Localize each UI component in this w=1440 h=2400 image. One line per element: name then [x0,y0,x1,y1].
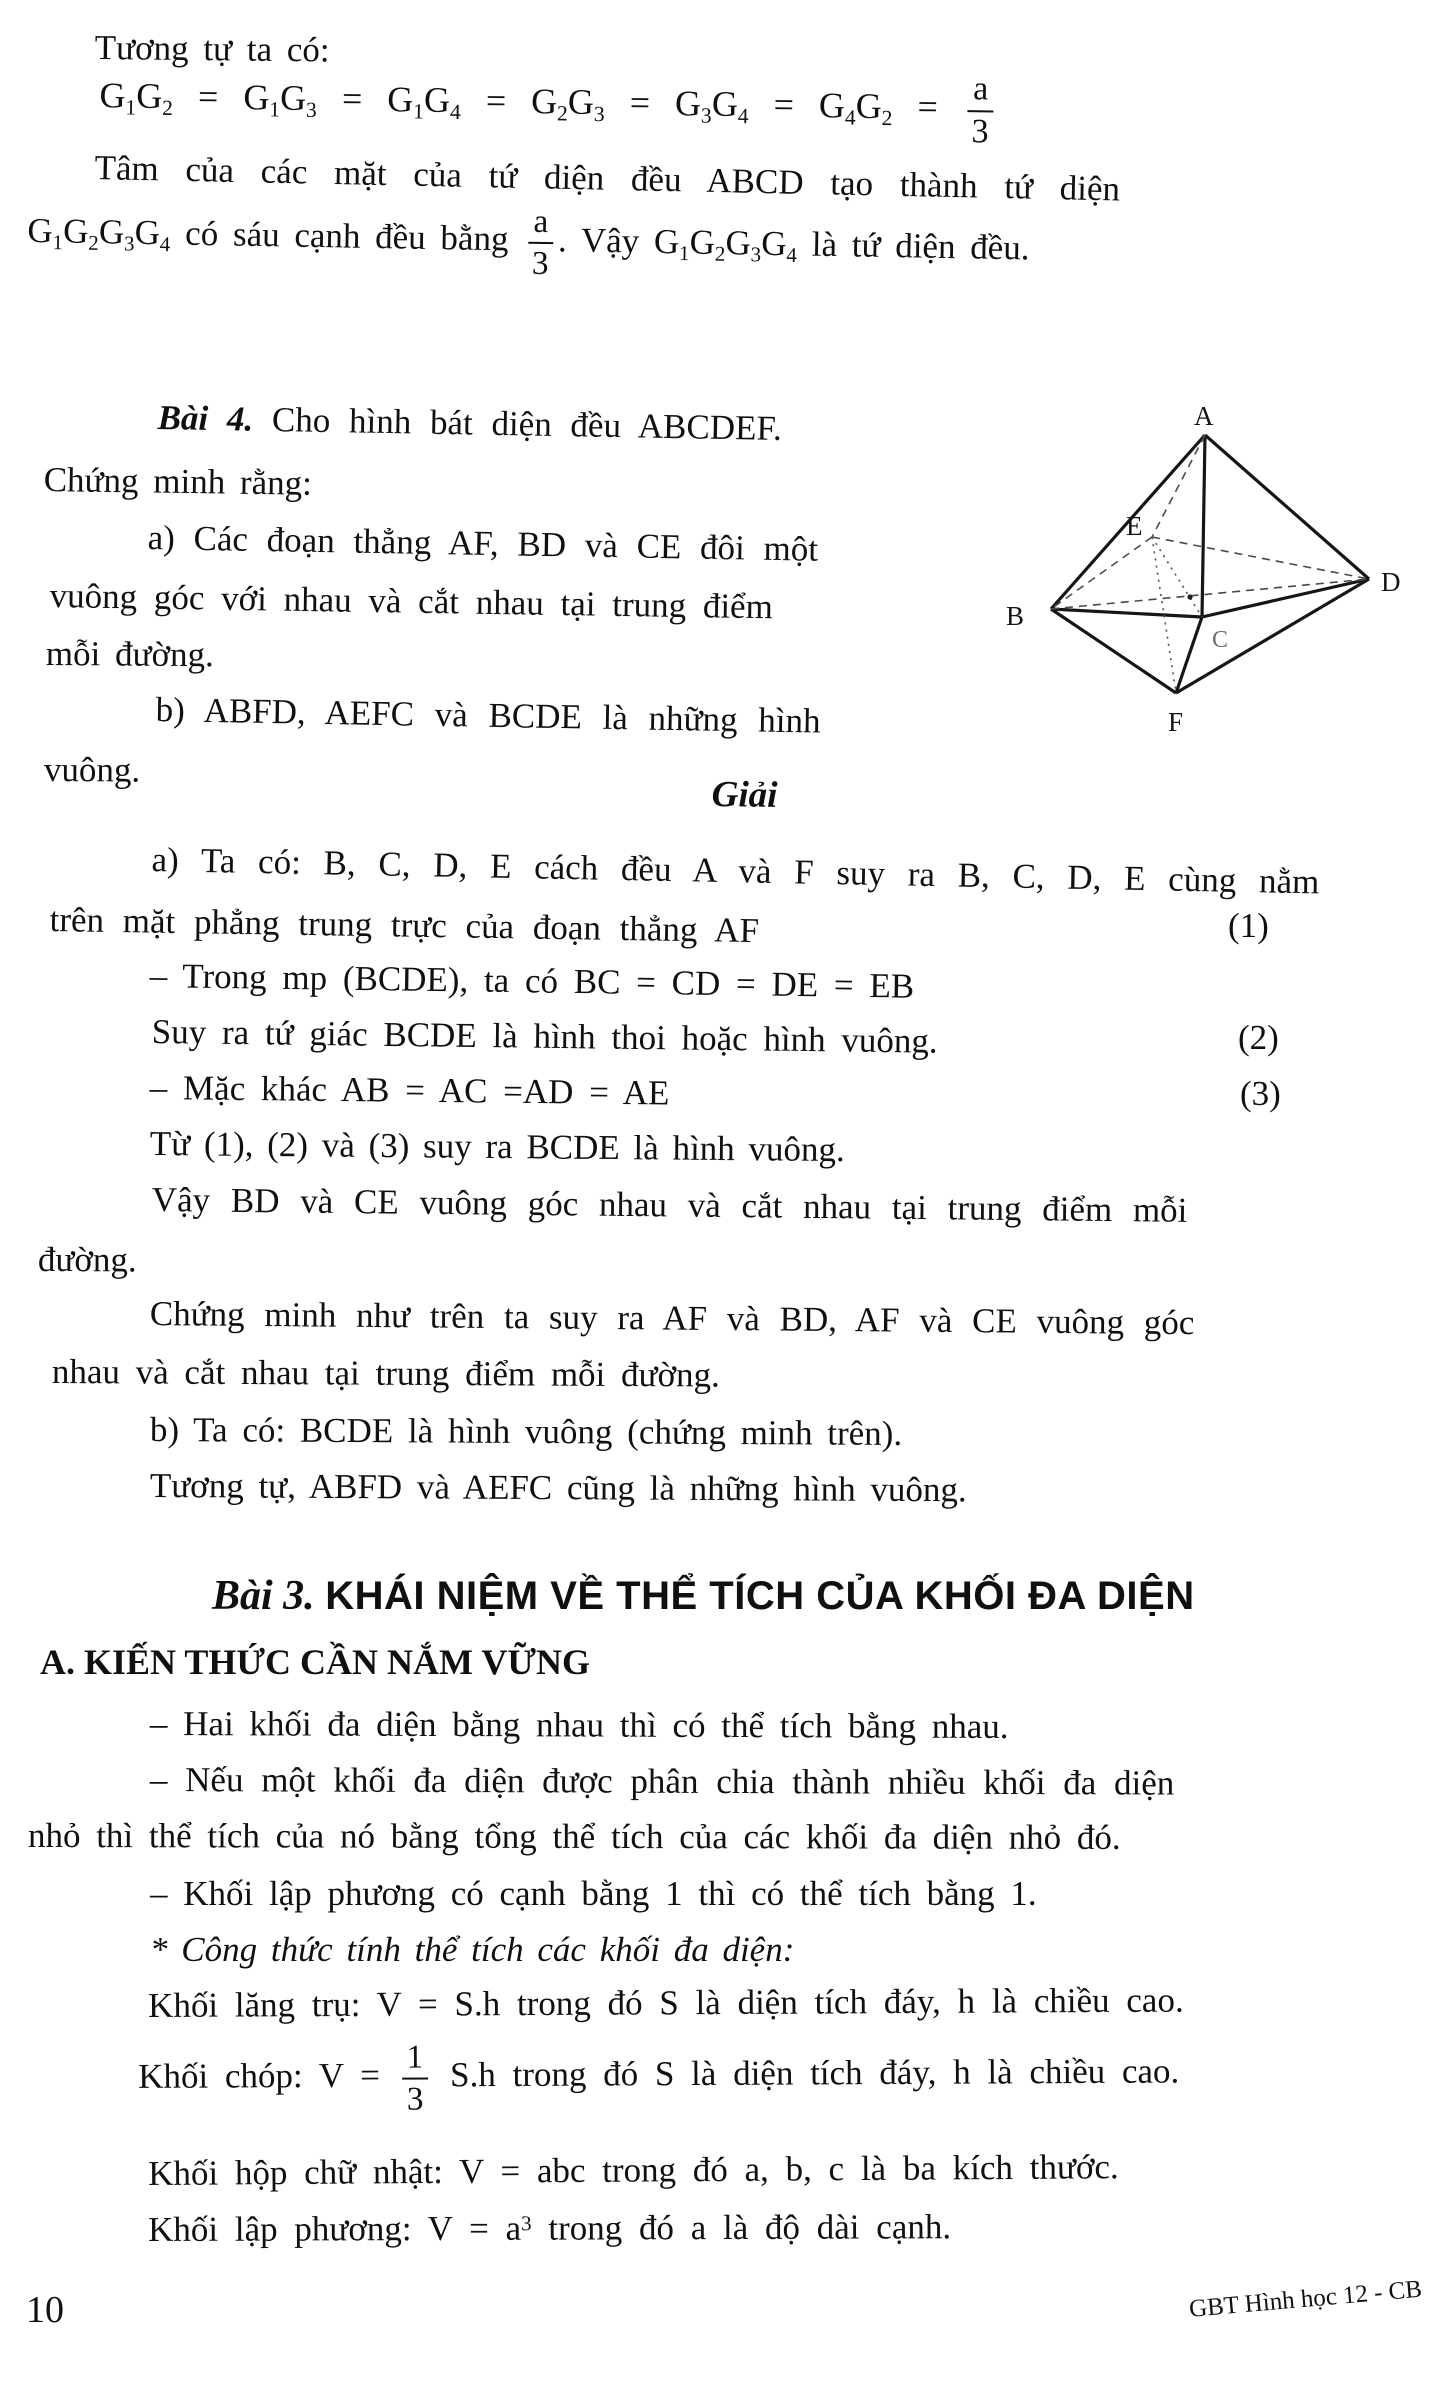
line-sol-a-4: Suy ra tứ giác BCDE là hình thoi hoặc hình vuông. [151,1012,938,1061]
line-item-a-3: mỗi đường. [45,634,214,675]
fraction: $\frac{a}{3}$ [967,72,993,150]
figure-edge-BD [1051,579,1369,609]
equation-centroid-chain: $G_1G_2 = G_1G_3 = G_1G_4 = G_2G_3 = G_3G_4 = G_4G_2$ = $\frac{a}{3}$ [99,60,999,150]
line-sol-a-5: – Mặc khác AB = AC =AD = AE [149,1068,670,1113]
line-bai4-title: Bài 4. Cho hình bát diện đều ABCDEF. [157,398,783,448]
footer-book-label: GBT Hình học 12 - CB [1188,2275,1424,2323]
figure-center-dot [1187,594,1192,599]
fraction: $\frac{1}{3}$ [402,2040,429,2116]
figure-edge-AC [1202,435,1205,617]
line-fact-3: nhỏ thì thể tích của nó bằng tổng thể tích của các khối đa diện nhỏ đó. [27,1816,1121,1857]
line-fact-4: – Khối lập phương có cạnh bằng 1 thì có thể tích bằng 1. [150,1874,1037,1913]
line-formula-box: Khối hộp chữ nhật: V = abc trong đó a, b, c là ba kích thước. [148,2147,1119,2193]
line-sol-a-8: đường. [37,1240,137,1280]
figure-edge-DF [1176,579,1369,693]
tag-eq-1: (1) [1228,906,1269,945]
line-formula-cube: Khối lập phương: $V = a^3$ trong đó a là độ dài cạnh. [148,2207,952,2249]
line-sol-a-3: – Trong mp (BCDE), ta có BC = CD = DE = EB [149,956,915,1006]
figure-edge-ED [1152,537,1369,579]
vertex-label-D: D [1381,567,1401,597]
octahedron-figure [980,385,1420,745]
line-formula-prism: Khối lăng trụ: V = S.h trong đó S là diện tích đáy, h là chiều cao. [148,1980,1184,2025]
heading-section-A: A. KIẾN THỨC CẦN NẮM VỮNG [40,1642,591,1682]
line-sol-a-6: Từ (1), (2) và (3) suy ra BCDE là hình vuông. [149,1124,845,1170]
figure-edge-EC [1152,537,1202,617]
line-sol-b-2: Tương tự, ABFD và AEFC cũng là những hình vuông. [149,1466,967,1510]
figure-edge-BF [1051,609,1176,693]
octahedron-svg [980,385,1420,745]
line-prove-that: Chứng minh rằng: [43,460,313,503]
line-g1234-edges: $G_1G_2G_3G_4$ có sáu cạnh đều bằng $\frac{a}{3}$ . Vậy $G_1G_2G_3G_4$ là tứ diện đều. [27,202,1030,282]
vertex-label-B: B [1006,601,1025,631]
line-fact-2: – Nếu một khối đa diện được phân chia thành nhiều khối đa diện [149,1760,1175,1803]
line-item-b-2: vuông. [43,750,141,790]
tag-eq-3: (3) [1240,1074,1281,1113]
fraction: $\frac{a}{3}$ [528,205,554,281]
line-sol-b-1: b) Ta có: BCDE là hình vuông (chứng minh trên). [149,1410,903,1453]
line-item-a-1: a) Các đoạn thẳng AF, BD và CE đôi một [147,518,819,569]
line-fact-1: – Hai khối đa diện bằng nhau thì có thể tích bằng nhau. [149,1704,1009,1746]
vertex-label-F: F [1168,707,1184,737]
figure-edge-CD [1202,579,1369,617]
vertex-label-C: C [1212,627,1229,653]
figure-edge-AD [1205,435,1369,579]
line-sol-a-7: Vậy BD và CE vuông góc nhau và cắt nhau tại trung điểm mỗi [151,1180,1188,1230]
line-similarly: Tương tự ta có: [94,28,330,70]
line-sol-a-2: trên mặt phẳng trung trực của đoạn thẳng AF [49,900,760,951]
vertex-label-E: E [1126,511,1143,541]
figure-edge-EB [1051,537,1152,609]
line-item-b-1: b) ABFD, AEFC và BCDE là những hình [155,690,821,741]
vertex-label-A: A [1194,401,1214,431]
para-face-centers: Tâm của các mặt của tứ diện đều ABCD tạo thành tứ diện [94,148,1121,209]
line-formula-intro: * Công thức tính thể tích các khối đa diện: [150,1930,795,1969]
heading-bai3: Bài 3. KHÁI NIỆM VỀ THỂ TÍCH CỦA KHỐI ĐA DIỆN [212,1573,1195,1619]
footer-page-number: 10 [26,2289,64,2331]
line-sol-a-10: nhau và cắt nhau tại trung điểm mỗi đường. [51,1352,720,1395]
figure-edge-BC [1051,609,1202,617]
line-giai: Giải [711,774,778,816]
line-formula-pyramid: Khối chóp: V = $\frac{1}{3}$ S.h trong đó S là diện tích đáy, h là chiều cao. [138,2038,1180,2118]
line-sol-a-9: Chứng minh như trên ta suy ra AF và BD, AF và CE vuông góc [149,1294,1195,1343]
line-item-a-2: vuông góc với nhau và cắt nhau tại trung điểm [49,576,774,627]
line-sol-a-1: a) Ta có: B, C, D, E cách đều A và F suy ra B, C, D, E cùng nằm [151,840,1320,902]
tag-eq-2: (2) [1238,1018,1279,1057]
